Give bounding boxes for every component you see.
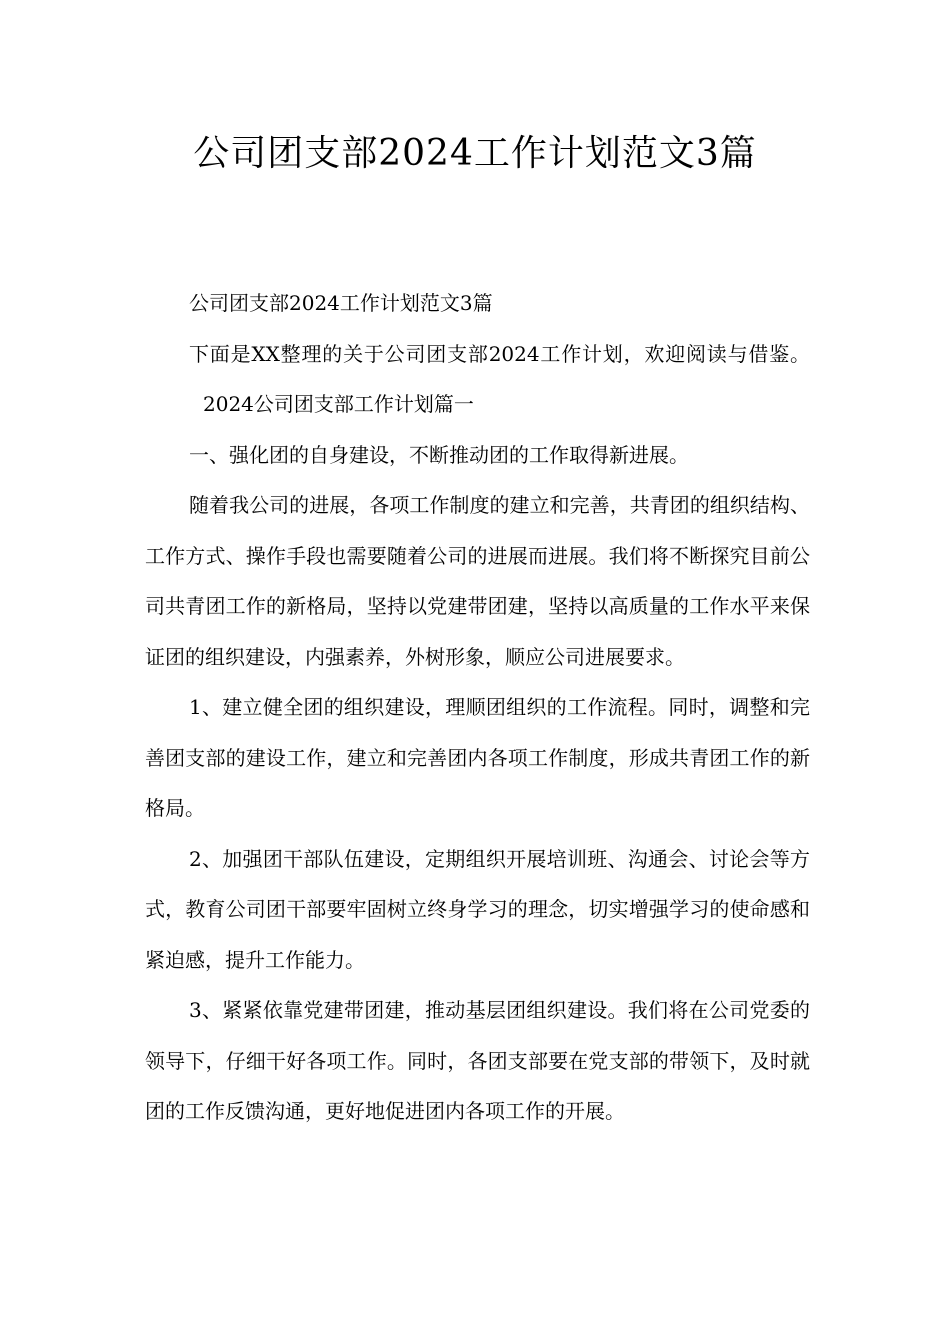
paragraph-heading-one: 一、强化团的自身建设，不断推动团的工作取得新进展。: [189, 442, 689, 467]
paragraph-subtitle: 公司团支部2024工作计划范文3篇: [189, 291, 493, 315]
paragraph-item-3: 3、紧紧依靠党建带团建，推动基层团组织建设。我们将在公司党委的领导下，仔细干好各项工作。同时，各团支部要在党支部的带领下，及时就团的工作反馈沟通，更好地促进团内各项工作的开展。: [145, 998, 810, 1123]
paragraph-intro: [145, 329, 810, 430]
document-title: 公司团支部2024工作计划范文3篇: [193, 133, 757, 174]
paragraph-body: 随着我公司的进展，各项工作制度的建立和完善，共青团的组织结构、工作方式、操作手段也需要随着公司的进展而进展。我们将不断探究目前公司共青团工作的新格局，坚持以党建带团建，坚持以高质量的工作水平来保证团的组织建设，内强素养，外树形象，顺应公司进展要求。: [145, 493, 810, 669]
section-heading: 2024公司团支部工作计划篇一: [203, 392, 474, 416]
paragraph-item-2: 2、加强团干部队伍建设，定期组织开展培训班、沟通会、讨论会等方式，教育公司团干部要牢固树立终身学习的理念，切实增强学习的使命感和紧迫感，提升工作能力。: [145, 846, 810, 972]
paragraph-item-1: 1、建立健全团的组织建设，理顺团组织的工作流程。同时，调整和完善团支部的建设工作，建立和完善团内各项工作制度，形成共青团工作的新格局。: [145, 695, 810, 820]
intro-text: 下面是XX整理的关于公司团支部2024工作计划，欢迎阅读与借鉴。: [189, 341, 810, 366]
document-body: [145, 278, 810, 1137]
